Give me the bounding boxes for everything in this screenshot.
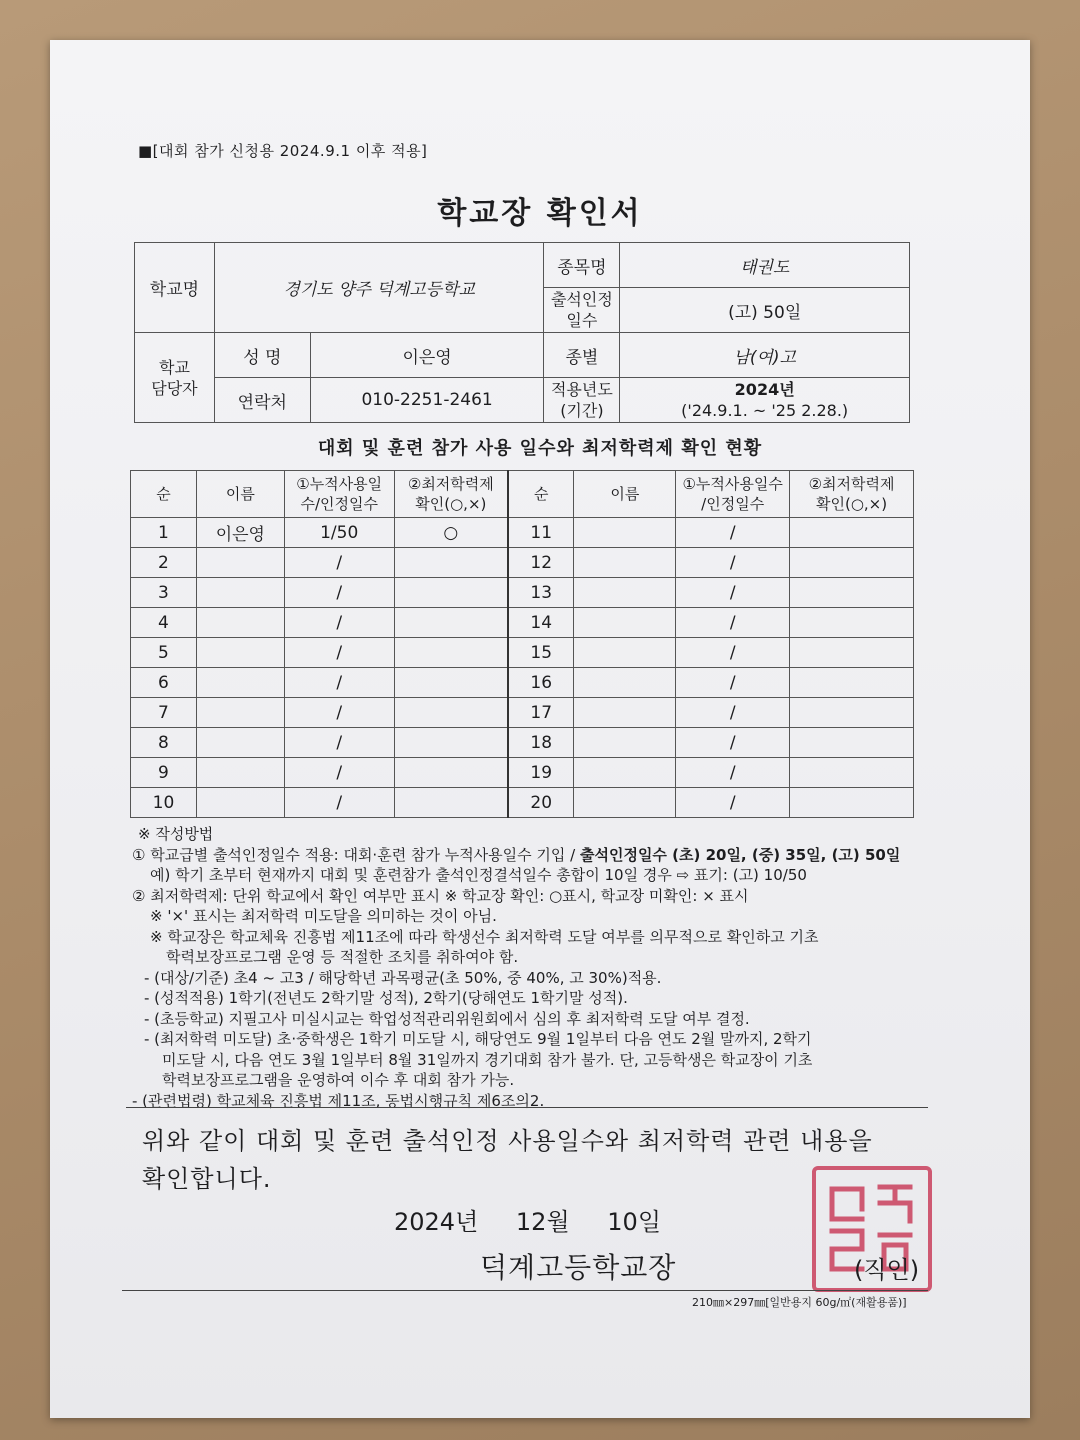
attend-value: (고) 50일 bbox=[620, 288, 910, 333]
row-name bbox=[196, 578, 284, 608]
table-row bbox=[131, 518, 914, 548]
row-days: 1/50 bbox=[284, 518, 394, 548]
year-value-2: ('24.9.1. ~ '25 2.28.) bbox=[681, 401, 849, 420]
instructions bbox=[132, 824, 932, 1111]
header-name-right: 이름 bbox=[574, 471, 676, 518]
divider-bottom bbox=[122, 1290, 928, 1291]
row-days: / bbox=[284, 788, 394, 818]
declaration-line-1: 위와 같이 대회 및 훈련 출석인정 사용일수와 최저학력 관련 내용을 bbox=[142, 1127, 873, 1155]
info-table bbox=[134, 242, 910, 423]
row-name-right bbox=[574, 608, 676, 638]
contact-value: 010-2251-2461 bbox=[310, 378, 544, 423]
row-check-right bbox=[790, 788, 914, 818]
note-8a: - (최저학력 미도달) 초·중학생은 1학기 미도달 시, 해당연도 9월 1일부터 다음 연도 2월 말까지, 2학기 bbox=[144, 1030, 812, 1048]
row-check-right bbox=[790, 578, 914, 608]
year-label bbox=[544, 378, 620, 423]
header-check-right bbox=[790, 471, 914, 518]
attend-label-2: 일수 bbox=[566, 311, 598, 330]
row-number: 9 bbox=[131, 758, 197, 788]
notes-heading: ※ 작성방법 bbox=[138, 825, 214, 843]
header-days-r2: /인정일수 bbox=[701, 495, 765, 513]
row-check-right bbox=[790, 638, 914, 668]
header-days-r1: ①누적사용일수 bbox=[682, 475, 783, 493]
row-number: 10 bbox=[131, 788, 197, 818]
row-name bbox=[196, 788, 284, 818]
row-check bbox=[394, 608, 508, 638]
row-name-right bbox=[574, 698, 676, 728]
paper-spec: 210㎜×297㎜[일반용지 60g/㎡(재활용품)] bbox=[692, 1296, 907, 1309]
row-check-right bbox=[790, 548, 914, 578]
row-number-right: 13 bbox=[508, 578, 574, 608]
row-name-right bbox=[574, 788, 676, 818]
section-title: 대회 및 훈련 참가 사용 일수와 최저학력제 확인 현황 bbox=[317, 438, 763, 459]
note-4b: 학력보장프로그램 운영 등 적절한 조치를 취하여야 함. bbox=[166, 948, 519, 966]
divider-top bbox=[126, 1107, 928, 1108]
header-check-1: ②최저학력제 bbox=[407, 475, 494, 493]
row-number: 3 bbox=[131, 578, 197, 608]
row-check-right bbox=[790, 698, 914, 728]
note-1b: 출석인정일수 (초) 20일, (중) 35일, (고) 50일 bbox=[579, 845, 901, 864]
row-number-right: 14 bbox=[508, 608, 574, 638]
table-row bbox=[131, 698, 914, 728]
row-number: 2 bbox=[131, 548, 197, 578]
row-days: / bbox=[284, 548, 394, 578]
gender-label: 종별 bbox=[544, 333, 620, 378]
date-month: 12월 bbox=[515, 1208, 570, 1236]
table-row bbox=[131, 578, 914, 608]
declaration-line-2: 확인합니다. bbox=[142, 1165, 272, 1193]
table-row bbox=[131, 758, 914, 788]
row-name-right bbox=[574, 638, 676, 668]
attend-label bbox=[544, 288, 620, 333]
attend-label-1: 출석인정 bbox=[550, 290, 613, 309]
row-days: / bbox=[284, 578, 394, 608]
participation-table bbox=[130, 470, 914, 818]
row-name: 이은영 bbox=[196, 518, 284, 548]
table-row bbox=[131, 608, 914, 638]
seal-mark-text: (직인) bbox=[854, 1256, 920, 1284]
row-days-right: / bbox=[676, 638, 790, 668]
row-name bbox=[196, 608, 284, 638]
header-no-right: 순 bbox=[508, 471, 574, 518]
row-name-right bbox=[574, 578, 676, 608]
header-no: 순 bbox=[131, 471, 197, 518]
note-6: - (성적적용) 1학기(전년도 2학기말 성적), 2학기(당해연도 1학기말 성적). bbox=[144, 989, 628, 1007]
header-name: 이름 bbox=[196, 471, 284, 518]
row-number-right: 19 bbox=[508, 758, 574, 788]
row-check bbox=[394, 668, 508, 698]
staff-label-2: 담당자 bbox=[151, 378, 198, 398]
note-1 bbox=[132, 845, 932, 866]
table-row bbox=[131, 548, 914, 578]
note-5: - (대상/기준) 초4 ~ 고3 / 해당학년 과목평균(초 50%, 중 40%, 고 30%)적용. bbox=[144, 968, 662, 987]
sport-value: 태권도 bbox=[620, 243, 910, 288]
row-days: / bbox=[284, 638, 394, 668]
note-8b: 미도달 시, 다음 연도 3월 1일부터 8월 31일까지 경기대회 참가 불가. 단, 고등학생은 학교장이 기초 bbox=[162, 1050, 813, 1069]
row-days: / bbox=[284, 728, 394, 758]
row-days-right: / bbox=[676, 578, 790, 608]
header-days bbox=[284, 471, 394, 518]
year-value-1: 2024년 bbox=[734, 380, 795, 399]
name-label: 성 명 bbox=[214, 333, 310, 378]
row-check-right bbox=[790, 518, 914, 548]
header-days-1: ①누적사용일 bbox=[296, 475, 383, 493]
row-check-right bbox=[790, 728, 914, 758]
header-check-r1: ②최저학력제 bbox=[808, 475, 895, 493]
row-number-right: 17 bbox=[508, 698, 574, 728]
row-days: / bbox=[284, 668, 394, 698]
document-paper bbox=[50, 40, 1030, 1418]
row-number-right: 18 bbox=[508, 728, 574, 758]
sport-label: 종목명 bbox=[544, 243, 620, 288]
header-days-2: 수/인정일수 bbox=[300, 495, 378, 513]
row-name bbox=[196, 728, 284, 758]
year-label-1: 적용년도 bbox=[550, 380, 613, 399]
row-days: / bbox=[284, 698, 394, 728]
table-row bbox=[131, 788, 914, 818]
school-label: 학교명 bbox=[135, 243, 215, 333]
header-days-right bbox=[676, 471, 790, 518]
principal-name: 덕계고등학교장 bbox=[480, 1251, 677, 1284]
row-check bbox=[394, 728, 508, 758]
row-name-right bbox=[574, 518, 676, 548]
row-number: 6 bbox=[131, 668, 197, 698]
note-2: ② 최저학력제: 단위 학교에서 확인 여부만 표시 ※ 학교장 확인: ○표시, 학교장 미확인: × 표시 bbox=[132, 886, 749, 905]
row-number: 8 bbox=[131, 728, 197, 758]
row-name-right bbox=[574, 548, 676, 578]
table-row bbox=[131, 638, 914, 668]
note-8c: 학력보장프로그램을 운영하여 이수 후 대회 참가 가능. bbox=[162, 1071, 515, 1089]
note-4a: ※ 학교장은 학교체육 진흥법 제11조에 따라 학생선수 최저학력 도달 여부를 의무적으로 확인하고 기초 bbox=[150, 927, 819, 946]
row-number-right: 16 bbox=[508, 668, 574, 698]
row-days-right: / bbox=[676, 548, 790, 578]
note-3: ※ '×' 표시는 최저학력 미도달을 의미하는 것이 아님. bbox=[150, 907, 497, 925]
header-check bbox=[394, 471, 508, 518]
table-body bbox=[131, 518, 914, 818]
document-title: 학교장 확인서 bbox=[437, 196, 643, 231]
date-year: 2024년 bbox=[394, 1208, 479, 1236]
school-value: 경기도 양주 덕계고등학교 bbox=[214, 243, 544, 333]
row-check bbox=[394, 548, 508, 578]
row-number: 7 bbox=[131, 698, 197, 728]
row-days: / bbox=[284, 758, 394, 788]
row-name bbox=[196, 668, 284, 698]
row-check bbox=[394, 758, 508, 788]
staff-label-1: 학교 bbox=[158, 357, 190, 377]
row-number: 1 bbox=[131, 518, 197, 548]
row-days: / bbox=[284, 608, 394, 638]
year-label-2: (기간) bbox=[560, 401, 604, 420]
issue-date bbox=[394, 1202, 691, 1237]
row-number-right: 15 bbox=[508, 638, 574, 668]
row-days-right: / bbox=[676, 518, 790, 548]
row-name-right bbox=[574, 668, 676, 698]
row-days-right: / bbox=[676, 728, 790, 758]
table-row bbox=[131, 668, 914, 698]
row-name bbox=[196, 758, 284, 788]
row-check-right bbox=[790, 758, 914, 788]
row-check: ○ bbox=[394, 518, 508, 548]
form-number: ■[대회 참가 신청용 2024.9.1 이후 적용] bbox=[138, 142, 428, 160]
row-check bbox=[394, 698, 508, 728]
row-name bbox=[196, 638, 284, 668]
row-check bbox=[394, 578, 508, 608]
row-days-right: / bbox=[676, 758, 790, 788]
row-days-right: / bbox=[676, 788, 790, 818]
row-number: 4 bbox=[131, 608, 197, 638]
row-days-right: / bbox=[676, 668, 790, 698]
table-row bbox=[131, 728, 914, 758]
row-name-right bbox=[574, 728, 676, 758]
row-number: 5 bbox=[131, 638, 197, 668]
date-day: 10일 bbox=[607, 1208, 662, 1236]
row-name bbox=[196, 698, 284, 728]
row-name bbox=[196, 548, 284, 578]
note-1c: 예) 학기 초부터 현재까지 대회 및 훈련참가 출석인정결석일수 총합이 10일 경우 ⇨ 표기: (고) 10/50 bbox=[150, 866, 807, 884]
gender-value: 남(여)고 bbox=[620, 333, 910, 378]
row-check-right bbox=[790, 608, 914, 638]
row-days-right: / bbox=[676, 608, 790, 638]
note-9: - (관련법령) 학교체육 진흥법 제11조, 동법시행규칙 제6조의2. bbox=[132, 1091, 545, 1110]
year-value bbox=[620, 378, 910, 423]
staff-label bbox=[135, 333, 215, 423]
row-check bbox=[394, 788, 508, 818]
row-number-right: 11 bbox=[508, 518, 574, 548]
row-number-right: 12 bbox=[508, 548, 574, 578]
row-check bbox=[394, 638, 508, 668]
row-name-right bbox=[574, 758, 676, 788]
name-value: 이은영 bbox=[310, 333, 544, 378]
row-days-right: / bbox=[676, 698, 790, 728]
header-check-2: 확인(○,×) bbox=[415, 495, 487, 513]
contact-label: 연락처 bbox=[214, 378, 310, 423]
row-check-right bbox=[790, 668, 914, 698]
note-7: - (초등학교) 지필고사 미실시교는 학업성적관리위원회에서 심의 후 최저학력 도달 여부 결정. bbox=[144, 1009, 750, 1028]
note-1a: ① 학교급별 출석인정일수 적용: 대회·훈련 참가 누적사용일수 기입 / bbox=[132, 845, 580, 864]
header-check-r2: 확인(○,×) bbox=[815, 495, 888, 513]
row-number-right: 20 bbox=[508, 788, 574, 818]
